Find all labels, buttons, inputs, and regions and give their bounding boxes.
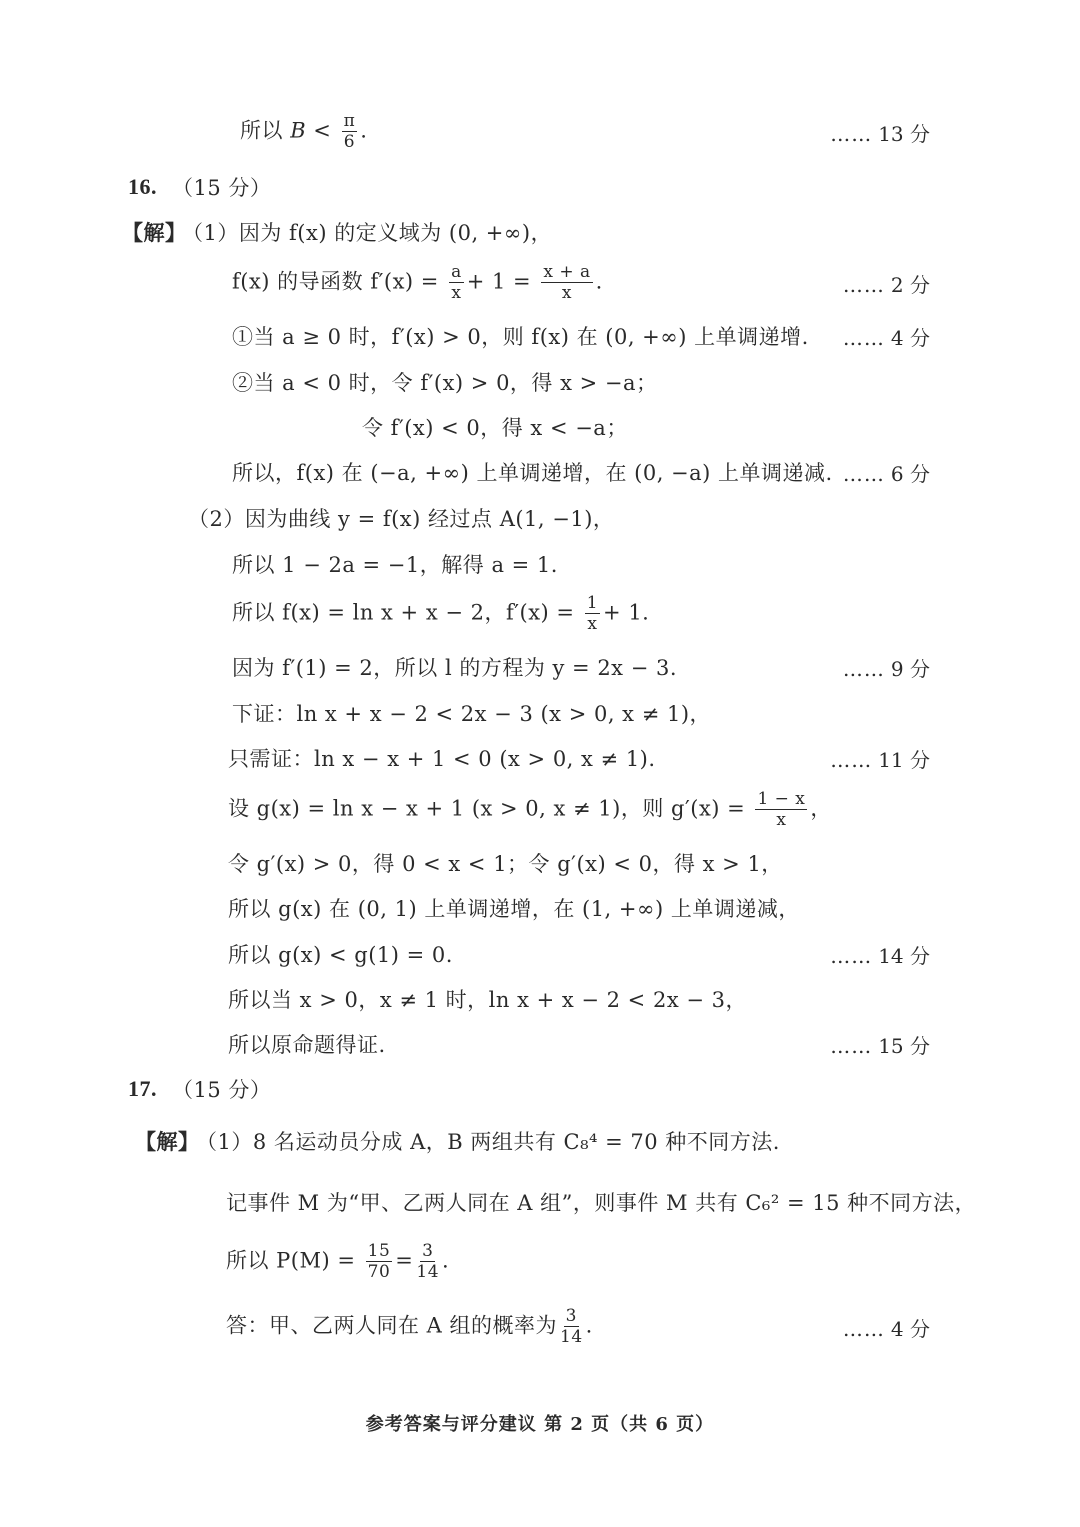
- text: f(x) 的导函数 f′(x) = $\frac{a}{x}$ + 1 = $\frac{x + a}{x}$ .: [232, 262, 603, 303]
- text: 令 f′(x) < 0，得 x < −a；: [362, 416, 628, 440]
- only-need: [0, 733, 1080, 783]
- text: ①当 a ≥ 0 时，f′(x) > 0，则 f(x) 在 (0, +∞) 上单调递增.: [232, 325, 809, 349]
- score: …… 6 分: [842, 461, 930, 486]
- text: 所以当 x > 0，x ≠ 1 时，ln x + x − 2 < 2x − 3，: [228, 988, 747, 1012]
- text: 下证：ln x + x − 2 < 2x − 3 (x > 0, x ≠ 1)，: [232, 702, 712, 726]
- case-1: [0, 311, 1080, 361]
- text: 所以，f(x) 在 (−a, +∞) 上单调递增，在 (0, −a) 上单调递减.: [232, 461, 833, 485]
- score: …… 14 分: [830, 943, 930, 968]
- line-b-lt-pi6: [0, 107, 1080, 157]
- score: …… 2 分: [842, 272, 930, 297]
- solution-label: 【解】: [122, 220, 187, 245]
- text: 所以 B < $\frac{\pi}{6}$ .: [240, 111, 368, 152]
- text: 令 g′(x) > 0，得 0 < x < 1；令 g′(x) < 0，得 x > 1，: [228, 852, 783, 876]
- g-monotonic: [0, 883, 1080, 933]
- text: 所以原命题得证.: [228, 1033, 386, 1057]
- question-points: （15 分）: [172, 1078, 272, 1102]
- case-2a: [0, 357, 1080, 407]
- q17-event: [0, 1177, 1080, 1227]
- proved: [0, 1019, 1080, 1069]
- score: …… 11 分: [830, 747, 930, 772]
- text: 所以 f(x) = ln x + x − 2，f′(x) = $\frac{1}{x}$ + 1.: [232, 593, 650, 634]
- text: 所以 g(x) < g(1) = 0.: [228, 943, 453, 967]
- part2-intro: [0, 493, 1080, 543]
- question-17-header: [0, 1064, 1080, 1114]
- text: 所以 P(M) = $\frac{15}{70}$ = $\frac{3}{14}$ .: [226, 1241, 450, 1282]
- score: …… 4 分: [842, 325, 930, 350]
- conclusion: [0, 974, 1080, 1024]
- text: 设 g(x) = ln x − x + 1 (x > 0, x ≠ 1)，则 g′(x) = $\frac{1 - x}{x}$ ，: [228, 789, 832, 830]
- text: 所以 g(x) 在 (0, 1) 上单调递增，在 (1, +∞) 上单调递减，: [228, 897, 800, 921]
- page-footer: 参考答案与评分建议 第 2 页（共 6 页）: [365, 1414, 715, 1435]
- text: （2）因为曲线 y = f(x) 经过点 A(1, −1)，: [188, 507, 615, 531]
- text: 只需证：ln x − x + 1 < 0 (x > 0, x ≠ 1).: [228, 747, 656, 771]
- text: ②当 a < 0 时，令 f′(x) > 0，得 x > −a；: [232, 371, 658, 395]
- question-points: （15 分）: [172, 176, 272, 200]
- score: …… 13 分: [830, 121, 930, 146]
- define-g: [0, 785, 1080, 835]
- score: …… 9 分: [842, 656, 930, 681]
- score: …… 15 分: [830, 1033, 930, 1058]
- text: 记事件 M 为“甲、乙两人同在 A 组”，则事件 M 共有 C₆² = 15 种不同方法，: [226, 1191, 977, 1215]
- question-number: 17.: [128, 1076, 157, 1101]
- derivative-line: [0, 258, 1080, 308]
- text: 所以 1 − 2a = −1，解得 a = 1.: [232, 553, 558, 577]
- solution-label: 【解】: [135, 1129, 200, 1154]
- question-16-header: [0, 162, 1080, 212]
- tangent-line: [0, 642, 1080, 692]
- q17-part1: [0, 1116, 1080, 1166]
- text: （1）因为 f(x) 的定义域为 (0, +∞)，: [182, 221, 553, 245]
- text: 答：甲、乙两人同在 A 组的概率为 $\frac{3}{14}$ .: [226, 1306, 593, 1347]
- case-2b: [0, 402, 1080, 452]
- g-sign: [0, 838, 1080, 888]
- question-number: 16.: [128, 174, 157, 199]
- text: 因为 f′(1) = 2，所以 l 的方程为 y = 2x − 3.: [232, 656, 678, 680]
- g-max: [0, 929, 1080, 979]
- text: （1）8 名运动员分成 A，B 两组共有 C₈⁴ = 70 种不同方法.: [196, 1130, 780, 1154]
- part1-intro: [0, 207, 1080, 257]
- q17-answer: [0, 1302, 1080, 1352]
- solve-a: [0, 539, 1080, 589]
- q17-probability: [0, 1237, 1080, 1287]
- case-2c: [0, 447, 1080, 497]
- score: …… 4 分: [842, 1316, 930, 1341]
- to-prove: [0, 688, 1080, 738]
- f-expression: [0, 589, 1080, 639]
